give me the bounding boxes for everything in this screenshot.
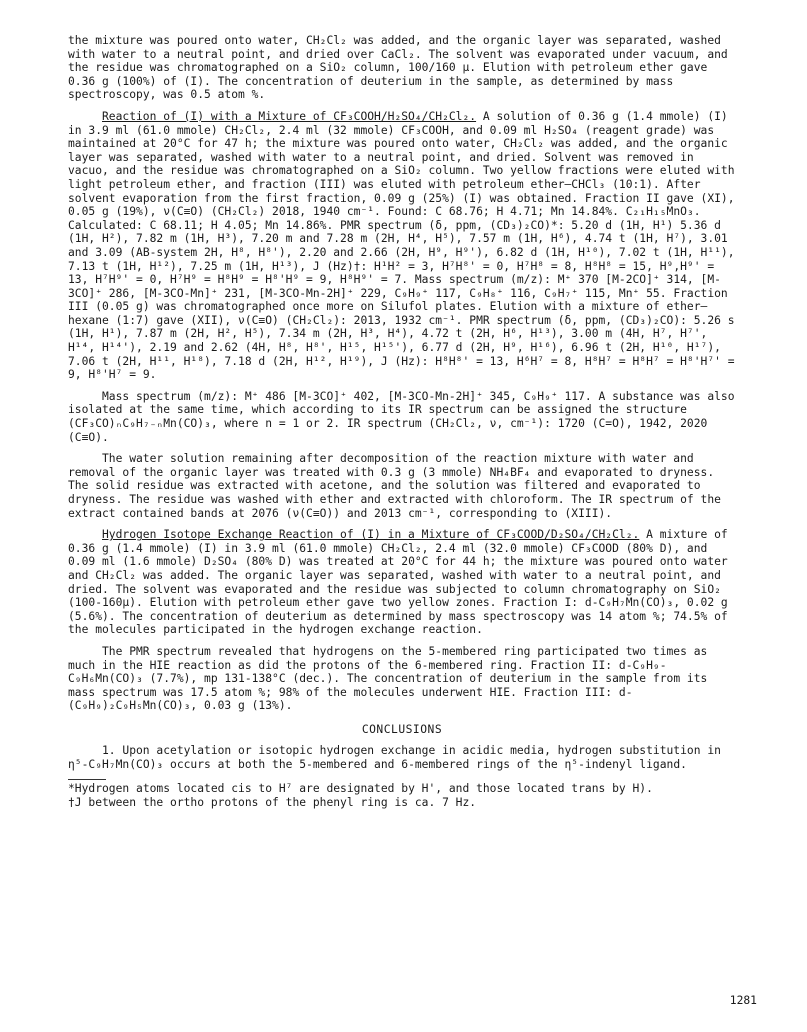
paragraph-isotope-exchange <box>68 528 736 637</box>
paragraph-mass-spectrum: Mass spectrum (m/z): M⁺ 486 [M-3CO]⁺ 402, [M-3CO-Mn-2H]⁺ 345, C₉H₉⁺ 117. A substance was also isolated at the same time, which according to its IR spectrum can be assigned the structure (CF₃CO)ₙC₉H₇₋ₙMn(CO)₃, where n = 1 or 2. IR spectrum (CH₂Cl₂, ν, cm⁻¹): 1720 (C=O), 1942, 2020 (C≡O). <box>68 389 735 444</box>
paragraph-pmr-results: The PMR spectrum revealed that hydrogens on the 5-membered ring participated two times as much in the HIE reaction as did the protons of the 6-membered ring. Fraction II: d-C₉H₉-C₉H₆Mn(CO)₃ (7.7%), mp 131-138°C (dec.). The concentration of deuterium in the sample from its mass spectrum was 17.5 atom %; 98% of the molecules underwent HIE. Fraction III: d-(C₉H₉)₂C₉H₅Mn(CO)₃, 0.03 g (13%). <box>68 644 708 713</box>
footnote-coupling-constant: †J between the ortho protons of the phenyl ring is ca. 7 Hz. <box>68 795 477 809</box>
paragraph-water-solution: The water solution remaining after decomposition of the reaction mixture with water and removal of the organic layer was treated with 0.3 g (3 mmole) NH₄BF₄ and evaporated to dryness. The solid residue was extracted with acetone, and the solution was filtered and evaporated to dryness. The residue was washed with ether and extracted with chloroform. The IR spectrum of the extract contained bands at 2076 (ν(C≡O)) and 2013 cm⁻¹, corresponding to (XIII). <box>68 452 721 520</box>
section-body-reaction: A solution of 0.36 g (1.4 mmole) (I) in 3.9 ml (61.0 mmole) CH₂Cl₂, 2.4 ml (32 mmole) CF₃COOH, and 0.09 ml H₂SO₄ (reagent grade) was maintained at 20°C for 47 h; the mixture was poured onto water, CH₂Cl₂ was added, and the organic layer was separated, washed with water to a neutral point, and dried. Solvent was removed in vacuo, and the residue was chromatographed on a SiO₂ column. Two yellow fractions were eluted with light petroleum ether, and fraction (III) was eluted with petroleum ether–CHCl₃ (10:1). After solvent evaporation from the first fraction, 0.09 g (25%) (I) was obtained. Fraction II gave (XI), 0.05 g (19%), ν(C≡O) (CH₂Cl₂) 2018, 1940 cm⁻¹. Found: C 68.76; H 4.71; Mn 14.84%. C₂₁H₁₅MnO₃. Calculated: C 68.11; H 4.05; Mn 14.86%. PMR spectrum (δ, ppm, (CD₃)₂CO)*: 5.20 d (1H, H¹) 5.36 d (1H, H²), 7.82 m (1H, H³), 7.20 m and 7.28 m (2H, H⁴, H⁵), 7.57 m (1H, H⁶), 4.74 t (1H, H⁷), 3.01 and 3.09 (AB-system 2H, H⁸, H⁸'), 2.20 and 2.66 (2H, H⁹, H⁹'), 6.82 d (1H, H¹⁰), 7.02 t (1H, H¹¹), 7.13 t (1H, H¹²), 7.25 m (1H, H¹³), J (Hz)†: H¹H² = 3, H⁷H⁸' = 0, H⁷H⁸ = 8, H⁸H⁸ = 15, H⁹,H⁹' = 13, H⁷H⁹' = 0, H⁷H⁹ = H⁸H⁹ = H⁸'H⁹ = 9, H⁸H⁹' = 7. Mass spectrum (m/z): M⁺ 370 [M-2CO]⁺ 314, [M-3CO]⁺ 286, [M-3CO-Mn]⁺ 231, [M-3CO-Mn-2H]⁺ 229, C₉H₉⁺ 117, C₉H₈⁺ 116, C₉H₇⁺ 115, Mn⁺ 55. Fraction III (0.05 g) was chromatographed once more on Silufol plates. Elution with a mixture of ether–hexane (1:7) gave (XII), ν(C≡O) (CH₂Cl₂): 2013, 1932 cm⁻¹. PMR spectrum (δ, ppm, (CD₃)₂CO): 5.26 s (1H, H¹), 7.87 m (2H, H², H⁵), 7.34 m (2H, H³, H⁴), 4.72 t (2H, H⁶, H¹³), 3.00 m (4H, H⁷, H⁷', H¹⁴, H¹⁴'), 2.19 and 2.62 (4H, H⁸, H⁸', H¹⁵, H¹⁵'), 6.77 d (2H, H⁹, H¹⁶), 6.96 t (2H, H¹⁰, H¹⁷), 7.06 t (2H, H¹¹, H¹⁸), 7.18 d (2H, H¹², H¹⁹), J (Hz): H⁸H⁸' = 13, H⁶H⁷ = 8, H⁸H⁷ = H⁸H⁷ = H⁸'H⁷' = 9, H⁸'H⁷ = 9. <box>68 109 735 382</box>
footnote-hydrogen-atoms: *Hydrogen atoms located cis to H⁷ are designated by H', and those located trans by H). <box>68 782 653 796</box>
paragraph-workup: the mixture was poured onto water, CH₂Cl₂ was added, and the organic layer was separated, washed with water to a neutral point, and dried over CaCl₂. The solvent was evaporated under vacuum, and the residue was chromatographed on a SiO₂ column, 100/160 μ. Elution with petroleum ether gave 0.36 g (100%) of (I). The concentration of deuterium in the sample, as determined by mass spectroscopy, was 0.5 atom %. <box>68 34 728 102</box>
conclusions-heading: CONCLUSIONS <box>361 722 443 736</box>
footnote-divider <box>68 779 106 780</box>
page-number: 1281 <box>729 994 757 1007</box>
section-title-reaction: Reaction of (I) with a Mixture of CF₃COOH/H₂SO₄/CH₂Cl₂. <box>102 109 477 123</box>
conclusion-item-1: 1. Upon acetylation or isotopic hydrogen exchange in acidic media, hydrogen substitution in η⁵-C₉H₇Mn(CO)₃ occurs at both the 5-membered and 6-membered rings of the η⁵-indenyl ligand. <box>68 743 721 771</box>
document-page <box>68 34 736 809</box>
paragraph-reaction-trifluoroacetic <box>68 110 736 382</box>
section-body-isotope-exchange: A mixture of 0.36 g (1.4 mmole) (I) in 3.9 ml (61.0 mmole) CH₂Cl₂, 2.4 ml (32.0 mmole) CF₃COOD (80% D), and 0.09 ml (1.6 mmole) D₂SO₄ (80% D) was treated at 20°C for 44 h; the mixture was poured onto water and CH₂Cl₂ was added. The organic layer was separated, washed with water to a neutral point, and dried. The solvent was evaporated and the residue was subjected to column chromatography on SiO₂ (100-160μ). Elution with petroleum ether gave two yellow zones. Fraction I: d-C₉H₇Mn(CO)₃, 0.02 g (5.6%). The concentration of deuterium as determined by mass spectroscopy was 14 atom %; 74.5% of the molecules participated in the hydrogen exchange reaction. <box>68 528 728 637</box>
section-title-isotope-exchange: Hydrogen Isotope Exchange Reaction of (I) in a Mixture of CF₃COOD/D₂SO₄/CH₂Cl₂. <box>102 528 640 542</box>
